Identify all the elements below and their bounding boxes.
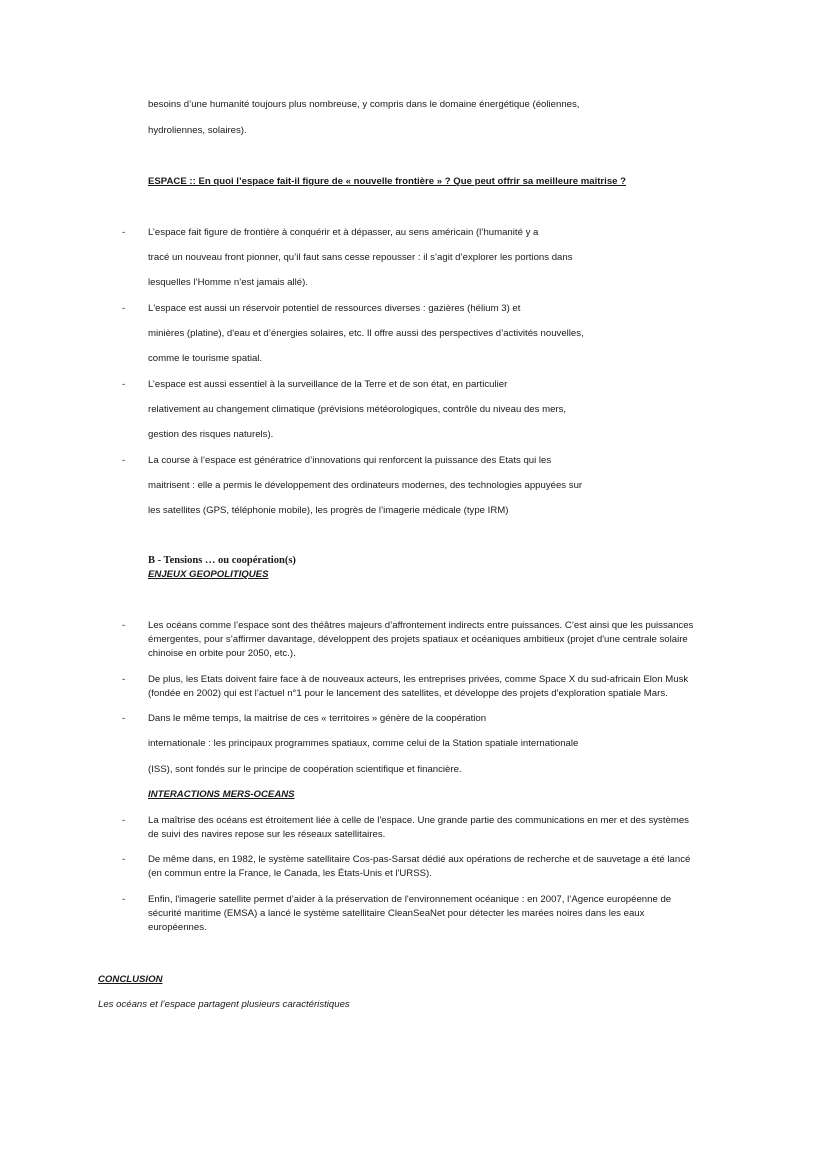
bullet-text: La maîtrise des océans est étroitement liée à celle de l'espace. Une grande partie des communications en mer et des systèmes bbox=[148, 815, 689, 826]
bullet-text: européennes. bbox=[148, 922, 207, 933]
bullet-text: (en commun entre la France, le Canada, les États-Unis et l'URSS). bbox=[148, 868, 432, 879]
bullet-text: les satellites (GPS, téléphonie mobile), les progrès de l’imagerie médicale (type IRM) bbox=[148, 505, 509, 516]
bullet-marker: - bbox=[122, 894, 126, 905]
bullet-text: (ISS), sont fondés sur le principe de coopération scientifique et financière. bbox=[148, 764, 462, 775]
bullet-text: (fondée en 2002) qui est l’actuel n°1 pour le lancement des satellites, et développe des projets d'exploration spatiale Mars. bbox=[148, 688, 668, 699]
bullet-text: L'espace est aussi un réservoir potentiel de ressources diverses : gazières (hélium 3) et bbox=[148, 303, 521, 314]
bullet-text: internationale : les principaux programmes spatiaux, comme celui de la Station spatiale internationale bbox=[148, 738, 579, 749]
bullet-marker: - bbox=[122, 620, 126, 631]
bullet-text: L’espace fait figure de frontière à conquérir et à dépasser, au sens américain (l’humanité y a bbox=[148, 227, 539, 238]
bullet-text: Enfin, l'imagerie satellite permet d’aider à la préservation de l'environnement océanique : en 2007, l’Agence européenne de bbox=[148, 894, 672, 905]
bullet-text: tracé un nouveau front pionner, qu’il faut sans cesse repousser : il s’agit d’explorer les portions dans bbox=[148, 252, 573, 263]
bullet-text: chinoise en orbite pour 2050, etc.). bbox=[148, 648, 296, 659]
bullet-text: minières (platine), d'eau et d’énergies solaires, etc. Il offre aussi des perspectives d’activités nouvelles, bbox=[148, 328, 584, 339]
bullet-marker: - bbox=[122, 854, 126, 865]
bullet-text: De même dans, en 1982, le système satellitaire Cos-pas-Sarsat dédié aux opérations de recherche et de sauvetage a été lancé bbox=[148, 854, 691, 865]
bullet-text: relativement au changement climatique (prévisions météorologiques, contrôle du niveau des mers, bbox=[148, 404, 567, 415]
intro-line: besoins d’une humanité toujours plus nombreuse, y compris dans le domaine énergétique (éoliennes, bbox=[148, 99, 580, 110]
espace-heading: ESPACE :: En quoi l’espace fait-il figure de « nouvelle frontière » ? Que peut offrir sa meilleure maitrise ? bbox=[148, 176, 627, 187]
bullet-text: La course à l’espace est génératrice d’innovations qui renforcent la puissance des Etats qui les bbox=[148, 455, 552, 466]
bullet-text: sécurité maritime (EMSA) a lancé le système satellitaire CleanSeaNet pour détecter les marées noires dans les eaux bbox=[148, 908, 645, 919]
bullet-marker: - bbox=[122, 303, 126, 314]
section-title: B - Tensions … ou coopération(s) bbox=[148, 555, 296, 566]
bullet-text: L’espace est aussi essentiel à la surveillance de la Terre et de son état, en particulier bbox=[148, 379, 508, 390]
bullet-text: émergentes, pour s’affirmer davantage, développent des projets spatiaux et océaniques ambitieux (projet d'une centrale solaire bbox=[148, 634, 688, 645]
bullet-text: maitrisent : elle a permis le développement des ordinateurs modernes, des technologies appuyées sur bbox=[148, 480, 583, 491]
bullet-marker: - bbox=[122, 674, 126, 685]
bullet-text: comme le tourisme spatial. bbox=[148, 353, 263, 364]
bullet-marker: - bbox=[122, 379, 126, 390]
bullet-text: Dans le même temps, la maitrise de ces « territoires » génère de la coopération bbox=[148, 713, 487, 724]
interactions-heading: INTERACTIONS MERS-OCEANS bbox=[148, 789, 295, 800]
bullet-marker: - bbox=[122, 455, 126, 466]
bullet-text: de suivi des navires repose sur les réseaux satellitaires. bbox=[148, 829, 386, 840]
conclusion-text: Les océans et l’espace partagent plusieurs caractéristiques bbox=[98, 999, 350, 1010]
bullet-text: Les océans comme l’espace sont des théâtres majeurs d’affrontement indirects entre puissances. C’est ainsi que les puissances bbox=[148, 620, 694, 631]
bullet-text: De plus, les Etats doivent faire face à de nouveaux acteurs, les entreprises privées, comme Space X du sud-africain Elon Musk bbox=[148, 674, 689, 685]
bullet-text: gestion des risques naturels). bbox=[148, 429, 274, 440]
intro-line: hydroliennes, solaires). bbox=[148, 125, 247, 136]
bullet-marker: - bbox=[122, 815, 126, 826]
section-subheading: ENJEUX GEOPOLITIQUES bbox=[148, 569, 269, 580]
bullet-marker: - bbox=[122, 227, 126, 238]
bullet-marker: - bbox=[122, 713, 126, 724]
bullet-text: lesquelles l’Homme n’est jamais allé). bbox=[148, 277, 308, 288]
conclusion-heading: CONCLUSION bbox=[98, 974, 163, 985]
